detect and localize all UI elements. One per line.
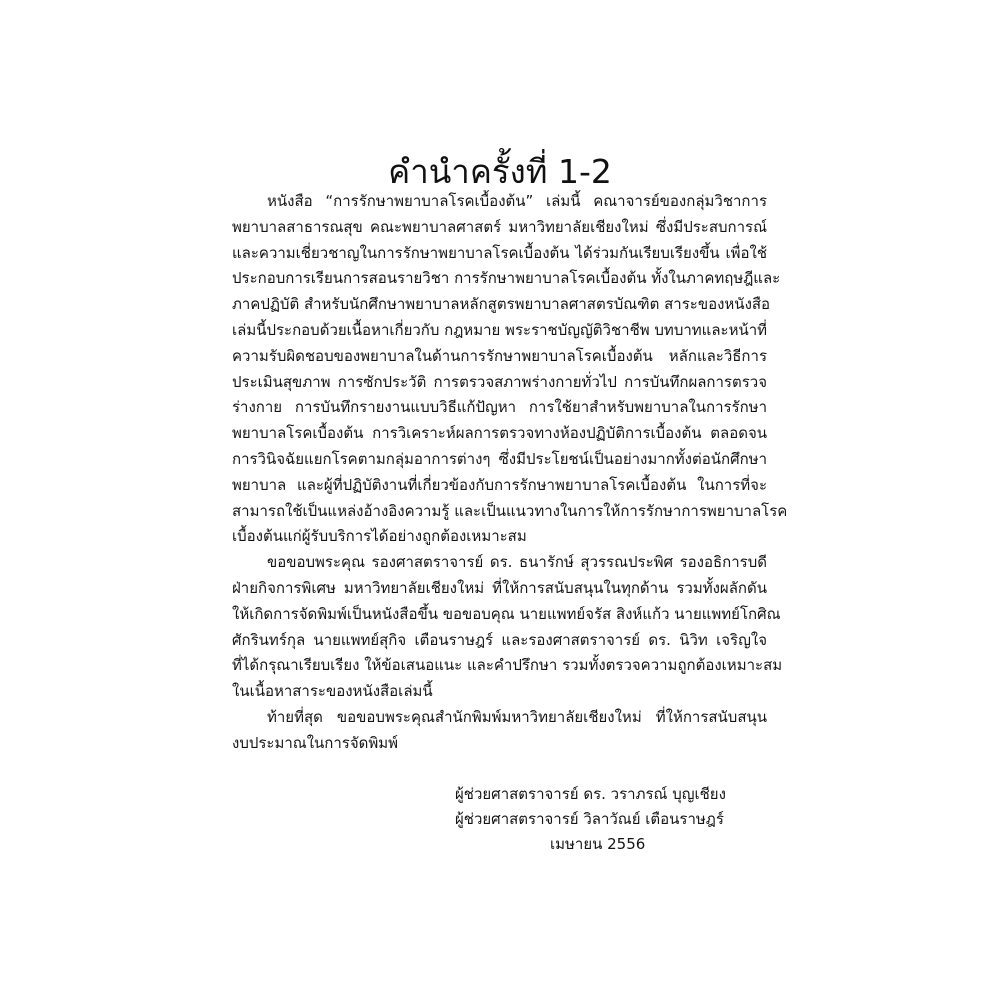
paragraph-line: ขอขอบพระคุณ รองศาสตราจารย์ ดร. ธนารักษ์ สุวรรณประพิศ รองอธิการบดี — [267, 553, 767, 572]
page-title: คำนำครั้งที่ 1-2 — [388, 152, 612, 192]
paragraph-line: เล่มนี้ประกอบด้วยเนื้อหาเกี่ยวกับ กฎหมาย พระราชบัญญัติวิชาชีพ บทบาทและหน้าที่ — [232, 320, 768, 339]
signature-block — [455, 782, 775, 857]
paragraph-line: พยาบาลโรคเบื้องต้น การวิเคราะห์ผลการตรวจทางห้องปฏิบัติการเบื้องต้น ตลอดจน — [232, 424, 767, 443]
paragraph-line: ความรับผิดชอบของพยาบาลในด้านการรักษาพยาบาลโรคเบื้องต้น หลักและวิธีการ — [232, 346, 767, 365]
paragraph-line: หนังสือ “การรักษาพยาบาลโรคเบื้องต้น” เล่มนี้ คณาจารย์ของกลุ่มวิชาการ — [267, 192, 767, 210]
paragraph-line: งบประมาณในการจัดพิมพ์ — [232, 733, 399, 752]
paragraph-line: ฝ่ายกิจการพิเศษ มหาวิทยาลัยเชียงใหม่ ที่ให้การสนับสนุนในทุกด้าน รวมทั้งผลักดัน — [232, 578, 767, 597]
paragraph-line: ร่างกาย การบันทึกรายงานแบบวิธีแก้ปัญหา การใช้ยาสำหรับพยาบาลในการรักษา — [232, 398, 767, 417]
paragraph-line: ให้เกิดการจัดพิมพ์เป็นหนังสือขึ้น ขอขอบคุณ นายแพทย์จรัส สิงห์แก้ว นายแพทย์โกศิณ — [232, 604, 781, 623]
paragraph-line: และความเชี่ยวชาญในการรักษาพยาบาลโรคเบื้องต้น ได้ร่วมกันเรียบเรียงขึ้น เพื่อใช้ — [232, 243, 767, 262]
paragraph-line: พยาบาลสาธารณสุข คณะพยาบาลศาสตร์ มหาวิทยาลัยเชียงใหม่ ซึ่งมีประสบการณ์ — [232, 217, 767, 236]
paragraph-line: ประเมินสุขภาพ การซักประวัติ การตรวจสภาพร่างกายทั่วไป การบันทึกผลการตรวจ — [232, 372, 767, 391]
paragraph-line: ศักรินทร์กุล นายแพทย์สุกิจ เตือนราษฎร์ และรองศาสตราจารย์ ดร. นิวิท เจริญใจ — [232, 630, 767, 649]
paragraph-line: ในเนื้อหาสาระของหนังสือเล่มนี้ — [232, 682, 433, 701]
paragraph-2 — [232, 550, 783, 705]
paragraph-line: การวินิจฉัยแยกโรคตามกลุ่มอาการต่างๆ ซึ่งมีประโยชน์เป็นอย่างมากทั้งต่อนักศึกษา — [232, 449, 767, 468]
paragraph-1 — [232, 189, 788, 550]
signature-author-2: ผู้ช่วยศาสตราจารย์ วิลาวัณย์ เตือนราษฎร์ — [455, 810, 724, 828]
paragraph-line: ภาคปฏิบัติ สำหรับนักศึกษาพยาบาลหลักสูตรพยาบาลศาสตรบัณฑิต สาระของหนังสือ — [232, 295, 771, 314]
paragraph-line: เบื้องต้นแก่ผู้รับบริการได้อย่างถูกต้องเหมาะสม — [232, 527, 527, 546]
paragraph-line: ที่ได้กรุณาเรียบเรียง ให้ข้อเสนอแนะ และคำปรึกษา รวมทั้งตรวจความถูกต้องเหมาะสม — [232, 656, 783, 675]
paragraph-line: ท้ายที่สุด ขอขอบพระคุณสำนักพิมพ์มหาวิทยาลัยเชียงใหม่ ที่ให้การสนับสนุน — [267, 707, 767, 726]
paragraph-line: พยาบาล และผู้ที่ปฏิบัติงานที่เกี่ยวข้องกับการรักษาพยาบาลโรคเบื้องต้น ในการที่จะ — [232, 475, 767, 494]
paragraph-line: สามารถใช้เป็นแหล่งอ้างอิงความรู้ และเป็นแนวทางในการให้การรักษาการพยาบาลโรค — [232, 501, 788, 520]
paragraph-3 — [232, 705, 767, 757]
paragraph-line: ประกอบการเรียนการสอนรายวิชา การรักษาพยาบาลโรคเบื้องต้น ทั้งในภาคทฤษฎีและ — [232, 269, 781, 288]
signature-author-1: ผู้ช่วยศาสตราจารย์ ดร. วราภรณ์ บุญเชียง — [455, 785, 726, 803]
signature-date: เมษายน 2556 — [550, 835, 646, 853]
preface-body — [232, 189, 788, 757]
